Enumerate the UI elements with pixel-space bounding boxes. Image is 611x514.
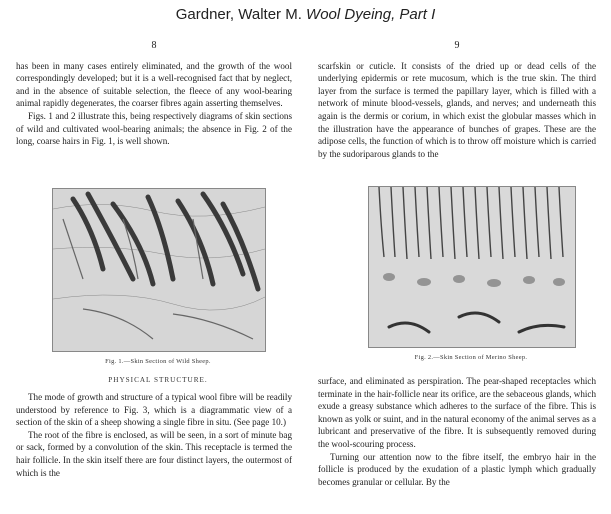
right-page-bottom-text xyxy=(318,375,596,488)
figure-1-skin-section-wild-sheep xyxy=(52,188,266,352)
paragraph: Figs. 1 and 2 illustrate this, being respectively diagrams of skin sections of wild and cultivated wool-bearing animals; the absence in Fig. 2 of the long, coarse hairs in Fig. 1, is well shown. xyxy=(16,110,292,147)
paragraph: Turning our attention now to the fibre itself, the embryo hair in the follicle is produced by the exudation of a plastic lymph which gradually becomes granular or cellular. By the xyxy=(318,451,596,487)
paragraph: The mode of growth and structure of a typical wool fibre will be readily understood by reference to Fig. 3, which is a diagrammatic view of a section of the skin of a sheep showing a single fibre in situ. (See page 10.) xyxy=(16,392,292,428)
figure-2-caption: Fig. 2.—Skin Section of Merino Sheep. xyxy=(414,354,528,361)
left-page-bottom-text xyxy=(16,391,292,479)
section-heading: PHYSICAL STRUCTURE. xyxy=(108,376,208,384)
figure-2-skin-section-merino-sheep xyxy=(368,186,576,348)
author-name: Gardner, Walter M. xyxy=(175,6,302,23)
paragraph: surface, and eliminated as perspiration. The pear-shaped receptacles which terminate in the hair-follicle near its orifice, are the sebaceous glands, which exude a greasy substance which adheres to the surface of the fibre. This is known as yolk or suint, and in the natural economy of the animal serves as a lubricant and preservative of the fibre. It is subsequently removed during the wool-scouring process. xyxy=(318,376,596,449)
paragraph: The root of the fibre is enclosed, as will be seen, in a sort of minute bag or sack, formed by a convolution of the skin. This receptacle is termed the hair follicle. In the skin itself there are four distinct layers, the outermost of which is the xyxy=(16,429,292,478)
page-number-right: 9 xyxy=(454,40,460,51)
skin-section-illustration xyxy=(53,189,265,351)
right-page xyxy=(318,40,596,160)
page-number-left: 8 xyxy=(151,40,157,51)
document-title xyxy=(0,6,611,23)
book-title: Wool Dyeing, Part I xyxy=(306,6,436,23)
skin-section-illustration xyxy=(369,187,575,347)
figure-1-caption: Fig. 1.—Skin Section of Wild Sheep. xyxy=(105,358,211,365)
paragraph: has been in many cases entirely eliminated, and the growth of the wool correspondingly developed; but it is a well-recognised fact that by neglect, and in the absence of suitable selection, the fleece of any wool-bearing animal rapidly degenerates, the coarser fibres again asserting themselves. xyxy=(16,60,292,109)
paragraph: scarfskin or cuticle. It consists of the dried up or dead cells of the underlying epidermis or rete mucosum, which is the true skin. The third layer from the surface is termed the papillary layer, which is filled with a network of minute blood-vessels, glands, and nerves; and underneath this again is the dermis or corium, in which exist the globular masses which in the illustration have the appearance of bunches of grapes. These are the adipose cells, the function of which is to throw off moisture which is carried by the sudoriparous glands to the xyxy=(318,60,596,159)
left-page xyxy=(16,40,292,148)
